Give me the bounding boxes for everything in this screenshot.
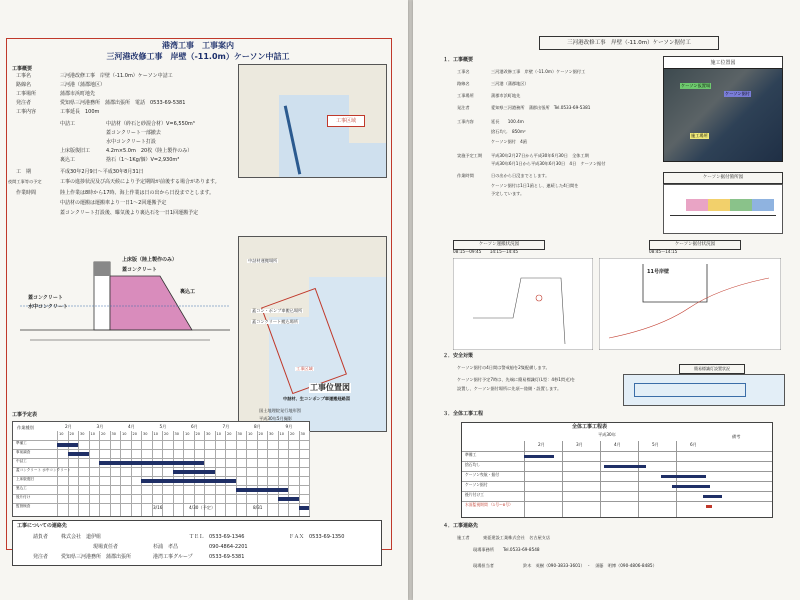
sched-bar <box>524 455 554 458</box>
r-period-1: 平成30年2月27日から平成30年6月30日 全体工期 <box>491 153 589 158</box>
safety-1: ケーソン据付の4日間は警戒船を2隻配備します。 <box>457 365 550 370</box>
schedule-day: 20 <box>195 432 200 436</box>
schedule-day: 20 <box>132 432 137 436</box>
schedule-month: 9月 <box>285 424 293 429</box>
sched-row-label: 捨石均し <box>465 462 481 467</box>
sched-month: 5月 <box>652 442 659 447</box>
schedule-table <box>12 421 310 517</box>
install-diagram <box>663 184 783 234</box>
fax-key: ＦＡＸ <box>289 534 305 540</box>
r-contact-key: 施工者 <box>457 535 470 540</box>
schedule-day: 30 <box>206 432 211 436</box>
content-key: 中詰工 <box>60 121 76 127</box>
content-value: 蓋コンクリート一部撤去 <box>106 130 161 136</box>
location-map <box>238 64 387 178</box>
schedule-month: 7月 <box>222 424 230 429</box>
r-overview-value: ケーソン据付 4函 <box>491 139 527 144</box>
content-value: 水中コンクリート打設 <box>106 139 156 145</box>
route-map-legend-2: 平成30年5月撮影 <box>259 416 293 421</box>
right-title: 三河港改修工事 岸壁（-11.0m）ケーソン据付工 <box>539 36 719 50</box>
content-value: 中詰材（砕石と砂混合材）V=6,550m³ <box>106 121 195 127</box>
content-value: 捨石（1～1Kg/個）V=2,930m³ <box>106 157 180 163</box>
schedule-day: 30 <box>80 432 85 436</box>
tow-label: ケーソン運搬状況図 <box>453 240 545 250</box>
schedule-row-label: 準備工 <box>16 441 27 445</box>
r-time-key: 作業時間 <box>457 173 474 178</box>
sched-bar <box>672 485 710 488</box>
work-area-tag: 工事区域 <box>327 115 365 127</box>
schedule-bar <box>173 470 215 474</box>
sched-bar <box>706 505 712 508</box>
schedule-head: 作業種別 <box>17 425 34 430</box>
overview-value: 三河港改修工事 岸壁（-11.0m）ケーソン中詰工 <box>60 73 173 79</box>
schedule-day: 10 <box>248 432 253 436</box>
caisson-2 <box>708 199 730 211</box>
r-overview-value: 捨石均し 850m² <box>491 129 526 134</box>
right-sheet <box>413 0 800 600</box>
r-time-3: 予定しています。 <box>491 191 525 196</box>
sched-bar <box>604 465 646 468</box>
contact-box <box>12 520 382 566</box>
schedule-row-label: 蓋コンクリート 水中コンクリート <box>16 468 71 472</box>
sched-row-label: 後片付け工 <box>465 492 484 497</box>
schedule-row-label: 上床版復旧 <box>16 477 34 481</box>
site-diagram <box>599 258 781 350</box>
fax-value: 0533-69-1350 <box>309 534 345 540</box>
route-map-note: 中詰材、生コンポンプ車運搬経路図 <box>283 396 351 401</box>
r-overview-key: 工事場所 <box>457 93 474 98</box>
route-map-legend-1: 国土地理院発行地形図 <box>259 408 301 413</box>
overview-label: 工事概要 <box>12 66 33 72</box>
contractor-key: 請負者 <box>33 534 49 540</box>
route-map-title: 工事位置図 <box>310 383 350 392</box>
breakwater <box>284 105 301 174</box>
route-outline <box>261 288 347 394</box>
schedule-day: 30 <box>143 432 148 436</box>
overview-value: 愛知県三河港務所 蒲郡出張所 電話 0533-69-5381 <box>60 100 186 106</box>
contact-label: 工事についての連絡先 <box>17 523 67 529</box>
schedule-day: 20 <box>290 432 295 436</box>
place-4: 工事区域 <box>296 366 313 371</box>
sched-row-label: ケーソン据付 <box>465 482 488 487</box>
photo-tag-2: ケーソン据付 <box>725 91 750 96</box>
hours-value-3: 蓋コンクリート打設後、曝気後より裏込石を一日1回運搬予定 <box>60 210 199 216</box>
overview-value: 工事延長 100m <box>60 109 100 115</box>
r-period-key: 実施予定工期 <box>457 153 483 158</box>
route-map <box>238 236 387 432</box>
schedule-month: 2月 <box>65 424 72 429</box>
r-time-2: ケーソン据付は1日1函とし、連続した4日間を <box>491 183 579 188</box>
schedule-day: 20 <box>69 432 74 436</box>
overall-schedule <box>461 422 773 518</box>
schedule-bar <box>299 506 310 510</box>
photo-label: 施工位置図 <box>663 56 783 70</box>
content-key: 上床版復旧工 <box>60 148 91 154</box>
schedule-day: 20 <box>101 432 106 436</box>
section-2: ２．安全対策 <box>443 353 474 359</box>
schedule-month: 4月 <box>128 424 135 429</box>
place-1: 中詰材運搬場所 <box>248 258 278 263</box>
label-upper: 上床版（陸上製作のみ） <box>122 257 178 263</box>
left-title: 三河港改修工事 岸壁（-11.0m）ケーソン中詰工 <box>106 52 290 61</box>
overview-key: 発注者 <box>16 100 32 106</box>
r-period-2: 平成30年6月1日から平成30年6月30日 4日 ケーソン据付 <box>491 161 606 166</box>
schedule-row-label: 裏込工 <box>16 486 27 490</box>
label-underwater-1: 蓋コンクリート <box>28 295 63 301</box>
schedule-day: 10 <box>185 432 190 436</box>
r-mgr-key: 現場担当者 <box>473 563 494 568</box>
schedule-label: 工事予定表 <box>12 412 38 418</box>
schedule-month: 3月 <box>96 424 104 429</box>
schedule-day: 10 <box>153 432 158 436</box>
r-overview-key: 工事内容 <box>457 119 474 124</box>
sched-bar <box>703 495 722 498</box>
phone-key: ＴＥＬ <box>189 534 205 540</box>
contractor-value: 株式会社 道伊組 <box>61 534 102 540</box>
r-overview-value: 三河港（蒲郡地区） <box>491 81 529 86</box>
section-1: １．工事概要 <box>443 57 474 63</box>
photo-tag-3: 施工場所 <box>691 133 708 138</box>
period-label: 工 期 <box>16 169 32 175</box>
schedule-month: 8月 <box>254 424 261 429</box>
period-value: 平成30年2月9日～平成30年8月31日 <box>60 169 144 175</box>
safety-2: ケーソン据付予定7時は、先端に簡易標識灯(L型：4秒1閃光)を <box>457 377 576 382</box>
site-label: ケーソン据付状況図 <box>649 240 741 250</box>
sched-month: 2月 <box>538 442 545 447</box>
sched-month: 6月 <box>690 442 697 447</box>
content-value: 4.2m×5.0m 20枚（陸上製作のみ） <box>106 148 193 154</box>
schedule-day: 30 <box>111 432 116 436</box>
schedule-row-label: 後片付け <box>16 495 31 499</box>
schedule-bar <box>99 461 204 465</box>
lamp-label: 簡易標識灯設置状況 <box>679 364 745 374</box>
schedule-note-2: 4/30（予定） <box>189 505 216 510</box>
tow-diagram <box>453 258 593 350</box>
schedule-month: 6月 <box>191 424 198 429</box>
schedule-day: 10 <box>279 432 284 436</box>
r-overview-key: 路線名 <box>457 81 470 86</box>
sched-row-label: ケーソン曳航・据付 <box>465 472 500 477</box>
hours-label: 作業時間 <box>16 190 37 196</box>
label-backfill: 裏込工 <box>180 289 196 295</box>
r-overview-value: 三河港改修工事 岸壁（-11.0m）ケーソン据付工 <box>491 69 586 74</box>
phone-value: 0533-69-1346 <box>209 534 245 540</box>
manager-key: 現場責任者 <box>93 544 119 550</box>
site-time: 08:45～14:15 <box>649 249 678 254</box>
place-3: 蓋コンクリート搬込場所 <box>252 319 298 324</box>
hours-value: 陸上作業は8時から17時、海上作業は日の出から日没までとします。 <box>60 190 215 196</box>
r-overview-value: 愛知県三河港務所 蒲郡出張所 Tel.0533-69-5381 <box>491 105 591 110</box>
caisson-1 <box>686 199 708 211</box>
manager-tel: 090-4864-2201 <box>209 544 248 550</box>
owner-value: 愛知県三河港務所 蒲郡出張所 <box>61 554 132 560</box>
schedule-day: 20 <box>258 432 263 436</box>
schedule-row-label: 監督検査 <box>16 504 31 508</box>
schedule-bar <box>236 488 289 492</box>
schedule-month: 5月 <box>159 424 167 429</box>
sched-year: 平成30年 <box>598 432 616 437</box>
schedule-bar <box>57 443 78 447</box>
owner-group: 港湾工事グループ <box>153 554 193 560</box>
night-value: 工事の進捗状況及び高天候により予定期間が前後する場合があります。 <box>60 179 220 185</box>
sched-remark: 備考 <box>732 434 741 439</box>
schedule-day: 20 <box>164 432 169 436</box>
schedule-day: 30 <box>174 432 179 436</box>
overview-value: 蒲郡市浜町地先 <box>60 91 96 97</box>
place-2: 蓋コン・ポンプ車搬込場所 <box>252 308 303 313</box>
hours-value-2: 中詰材の運搬は運搬車より一日1～2回運搬予定 <box>60 200 167 206</box>
aerial-photo <box>663 68 783 162</box>
schedule-day: 10 <box>59 432 64 436</box>
owner-key: 発注者 <box>33 554 49 560</box>
caisson-3 <box>730 199 752 211</box>
sched-bar <box>661 475 707 478</box>
overview-key: 路線名 <box>16 82 32 88</box>
sched-row-label: 水面監視期間 （1号～8号） <box>465 502 513 507</box>
section-3: ３．全体工事工程 <box>443 411 484 417</box>
schedule-day: 10 <box>90 432 95 436</box>
r-overview-key: 工事名 <box>457 69 470 74</box>
lamp-diagram <box>623 374 785 406</box>
safety-3: 設置し、ケーソン据付場所に先頃～陸側・設置します。 <box>457 386 562 391</box>
install-label: ケーソン据付箇所図 <box>663 172 783 184</box>
sched-title: 全体工事工程表 <box>572 424 608 430</box>
r-overview-value: 蒲郡市浜町地先 <box>491 93 521 98</box>
overview-key: 工事名 <box>16 73 32 79</box>
label-underwater-2: 水中コンクリート <box>28 304 68 310</box>
schedule-note-1: 3/16 <box>153 505 163 510</box>
schedule-note-3: 8/31 <box>253 505 263 510</box>
r-mgr-value: 鈴木 英樹（090-3833-3601） ・ 須藤 明博（090-4806-8485） <box>523 563 657 568</box>
manager-value: 杉浦 孝昌 <box>153 544 179 550</box>
photo-tag-1: ケーソン仮置場 <box>681 83 711 88</box>
berth-label: 11号岸壁 <box>647 269 669 275</box>
schedule-bar <box>141 479 236 483</box>
left-header: 港湾工事 工事案内 <box>162 41 234 50</box>
schedule-day: 10 <box>122 432 127 436</box>
overview-key: 工事場所 <box>16 91 37 97</box>
sched-row-label: 準備工 <box>465 452 477 457</box>
caisson-4 <box>752 199 774 211</box>
schedule-row-label: 事前調査 <box>16 450 31 454</box>
sched-month: 3月 <box>576 442 583 447</box>
overview-key: 工事内容 <box>16 109 37 115</box>
schedule-bar <box>278 497 299 501</box>
night-label: 夜間工事等の予定 <box>8 179 42 184</box>
r-site-key: 現場事務所 <box>473 547 494 552</box>
schedule-day: 10 <box>216 432 221 436</box>
r-time-1: 日の出から日没までとします。 <box>491 173 550 178</box>
overview-value: 三河港（蒲郡地区） <box>60 82 106 88</box>
r-overview-value: 延長 100.4m <box>491 119 524 124</box>
r-overview-key: 発注者 <box>457 105 470 110</box>
r-site-tel: Tel.0533-69-8548 <box>503 547 540 552</box>
tow-time: 08:15～09:45 14:15～14:45 <box>453 249 519 254</box>
schedule-day: 30 <box>237 432 242 436</box>
label-lid: 蓋コンクリート <box>122 267 157 273</box>
schedule-day: 20 <box>227 432 232 436</box>
schedule-day: 30 <box>269 432 274 436</box>
r-contact-value: 東亜建設工業株式会社 名古屋支店 <box>483 535 551 540</box>
owner-tel: 0533-69-5381 <box>209 554 245 560</box>
schedule-bar <box>68 452 89 456</box>
schedule-row-label: 中詰工 <box>16 459 27 463</box>
schedule-day: 30 <box>300 432 305 436</box>
section-4: ４．工事連絡先 <box>443 523 479 529</box>
sched-month: 4月 <box>614 442 621 447</box>
content-key: 裏込工 <box>60 157 76 163</box>
